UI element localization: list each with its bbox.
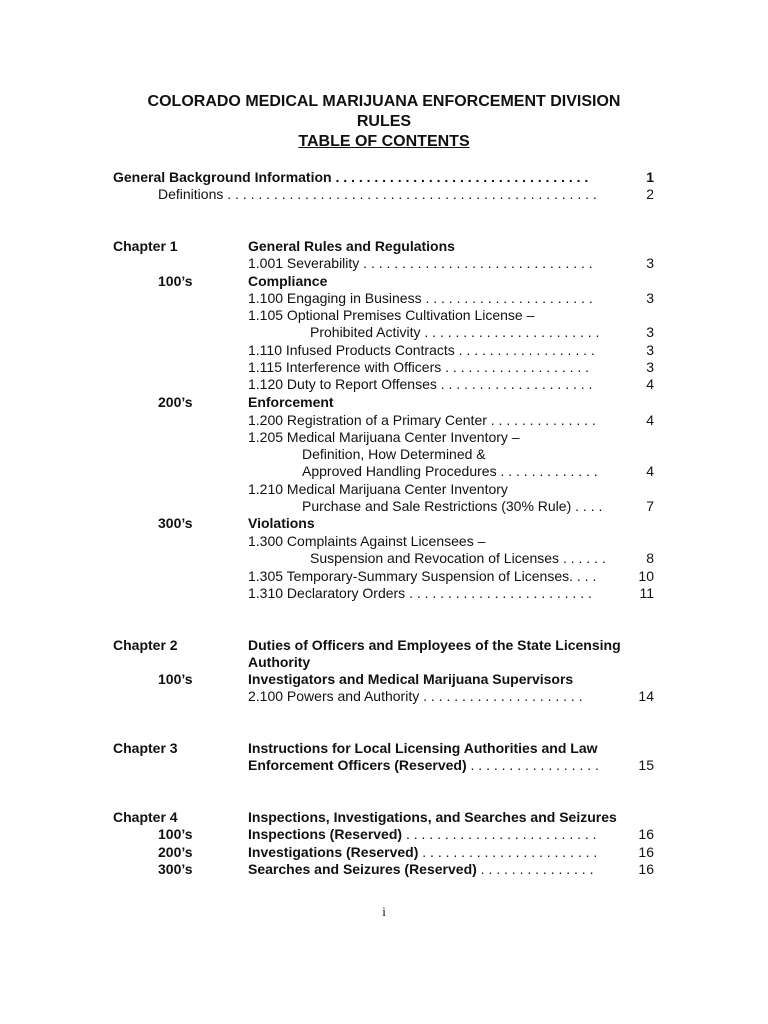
toc-entry-continuation: Prohibited Activity . . . . . . . . . . . . . . . . . . . . . . . bbox=[310, 324, 600, 340]
toc-entry-continuation: Suspension and Revocation of Licenses . . . . . . bbox=[310, 550, 606, 566]
page-number: 11 bbox=[639, 585, 654, 601]
page-number: 4 bbox=[646, 412, 654, 428]
page-number: 2 bbox=[646, 186, 654, 202]
section-title: Inspections (Reserved) bbox=[248, 826, 403, 842]
toc-entry: 1.300 Complaints Against Licensees – bbox=[248, 533, 486, 549]
section-label: 100’s bbox=[158, 273, 193, 289]
section-label: 300’s bbox=[158, 515, 193, 531]
chapter-3-label: Chapter 3 bbox=[113, 740, 178, 756]
doc-subtitle: RULES bbox=[356, 113, 412, 130]
toc-entry: 1.001 Severability . . . . . . . . . . . . . . . . . . . . . . . . . . . . . . bbox=[248, 255, 593, 271]
page-number: 4 bbox=[646, 376, 654, 392]
toc-entry: 1.100 Engaging in Business . . . . . . . . . . . . . . . . . . . . . . bbox=[248, 290, 593, 306]
toc-entry: 1.305 Temporary-Summary Suspension of Licenses. . . . bbox=[248, 568, 597, 584]
toc-entry: 1.205 Medical Marijuana Center Inventory – bbox=[248, 429, 520, 445]
section-title: Investigators and Medical Marijuana Supervisors bbox=[248, 671, 574, 687]
page-number: 3 bbox=[646, 255, 654, 271]
toc-entry: 1.120 Duty to Report Offenses . . . . . . . . . . . . . . . . . . . . bbox=[248, 376, 593, 392]
toc-entry: 1.115 Interference with Officers . . . . . . . . . . . . . . . . . . . bbox=[248, 359, 590, 375]
section-title: Enforcement bbox=[248, 394, 334, 410]
page-number: 3 bbox=[646, 342, 654, 358]
chapter-1-title: General Rules and Regulations bbox=[248, 238, 455, 254]
page-number: 3 bbox=[646, 324, 654, 340]
section-title: Violations bbox=[248, 515, 315, 531]
toc-entry-continuation: Purchase and Sale Restrictions (30% Rule) . . . . bbox=[302, 498, 603, 514]
page-number: 15 bbox=[638, 757, 654, 773]
page-number: 4 bbox=[646, 463, 654, 479]
toc-heading bbox=[0, 132, 768, 152]
chapter-2-title-continuation: Authority bbox=[248, 654, 311, 670]
chapter-3-title-continuation bbox=[248, 757, 599, 774]
chapter-2-title: Duties of Officers and Employees of the State Licensing bbox=[248, 637, 621, 653]
footer-page-number: i bbox=[382, 904, 386, 919]
section-label: 200’s bbox=[158, 394, 193, 410]
section-label: 300’s bbox=[158, 861, 193, 877]
leader-dots: . . . . . . . . . . . . . . . . . bbox=[466, 757, 599, 773]
page-number: 1 bbox=[646, 169, 654, 185]
toc-entry: 1.110 Infused Products Contracts . . . . . . . . . . . . . . . . . . bbox=[248, 342, 595, 358]
toc-entry: 1.200 Registration of a Primary Center . . . . . . . . . . . . . . bbox=[248, 412, 596, 428]
toc-entry-continuation: Definition, How Determined & bbox=[302, 446, 486, 462]
leader-dots: . . . . . . . . . . . . . . . . . . . . . . . bbox=[418, 844, 598, 860]
doc-title: COLORADO MEDICAL MARIJUANA ENFORCEMENT DIVISION bbox=[147, 93, 621, 110]
chapter-4-label: Chapter 4 bbox=[113, 809, 178, 825]
section-label: 200’s bbox=[158, 844, 193, 860]
toc-entry-continuation: Approved Handling Procedures . . . . . . . . . . . . . bbox=[302, 463, 598, 479]
chapter-4-title: Inspections, Investigations, and Searches and Seizures bbox=[248, 809, 617, 825]
toc-entry-general-background: General Background Information . . . . . . . . . . . . . . . . . . . . . . . . . . . . . . . . . bbox=[113, 169, 589, 185]
page-number: 16 bbox=[638, 844, 654, 860]
toc-entry-definitions: Definitions . . . . . . . . . . . . . . . . . . . . . . . . . . . . . . . . . . . . . . . . . . . . . . . . bbox=[158, 186, 597, 202]
toc-heading-text: TABLE OF CONTENTS bbox=[298, 133, 470, 150]
toc-entry bbox=[248, 844, 597, 861]
section-title: Searches and Seizures (Reserved) bbox=[248, 861, 477, 877]
page-number: 16 bbox=[638, 826, 654, 842]
page-number: 3 bbox=[646, 290, 654, 306]
toc-entry: 2.100 Powers and Authority . . . . . . . . . . . . . . . . . . . . . bbox=[248, 688, 583, 704]
chapter-3-title-b: Enforcement Officers (Reserved) bbox=[248, 757, 467, 773]
leader-dots: . . . . . . . . . . . . . . . . . . . . . . . . . bbox=[402, 826, 597, 842]
section-label: 100’s bbox=[158, 826, 193, 842]
toc-entry: 1.310 Declaratory Orders . . . . . . . . . . . . . . . . . . . . . . . . bbox=[248, 585, 592, 601]
toc-entry: 1.210 Medical Marijuana Center Inventory bbox=[248, 481, 508, 497]
page-number: 7 bbox=[646, 498, 654, 514]
section-title: Compliance bbox=[248, 273, 328, 289]
chapter-1-label: Chapter 1 bbox=[113, 238, 178, 254]
chapter-2-label: Chapter 2 bbox=[113, 637, 178, 653]
chapter-3-title: Instructions for Local Licensing Authorities and Law bbox=[248, 740, 598, 756]
section-label: 100’s bbox=[158, 671, 193, 687]
page-number: 8 bbox=[646, 550, 654, 566]
toc-entry bbox=[248, 861, 593, 878]
section-title: Investigations (Reserved) bbox=[248, 844, 419, 860]
leader-dots: . . . . . . . . . . . . . . . bbox=[476, 861, 594, 877]
page-number: 16 bbox=[638, 861, 654, 877]
page-number: 3 bbox=[646, 359, 654, 375]
page-number: 10 bbox=[638, 568, 654, 584]
toc-entry: 1.105 Optional Premises Cultivation License – bbox=[248, 307, 535, 323]
page-number: 14 bbox=[638, 688, 654, 704]
toc-entry bbox=[248, 826, 597, 843]
